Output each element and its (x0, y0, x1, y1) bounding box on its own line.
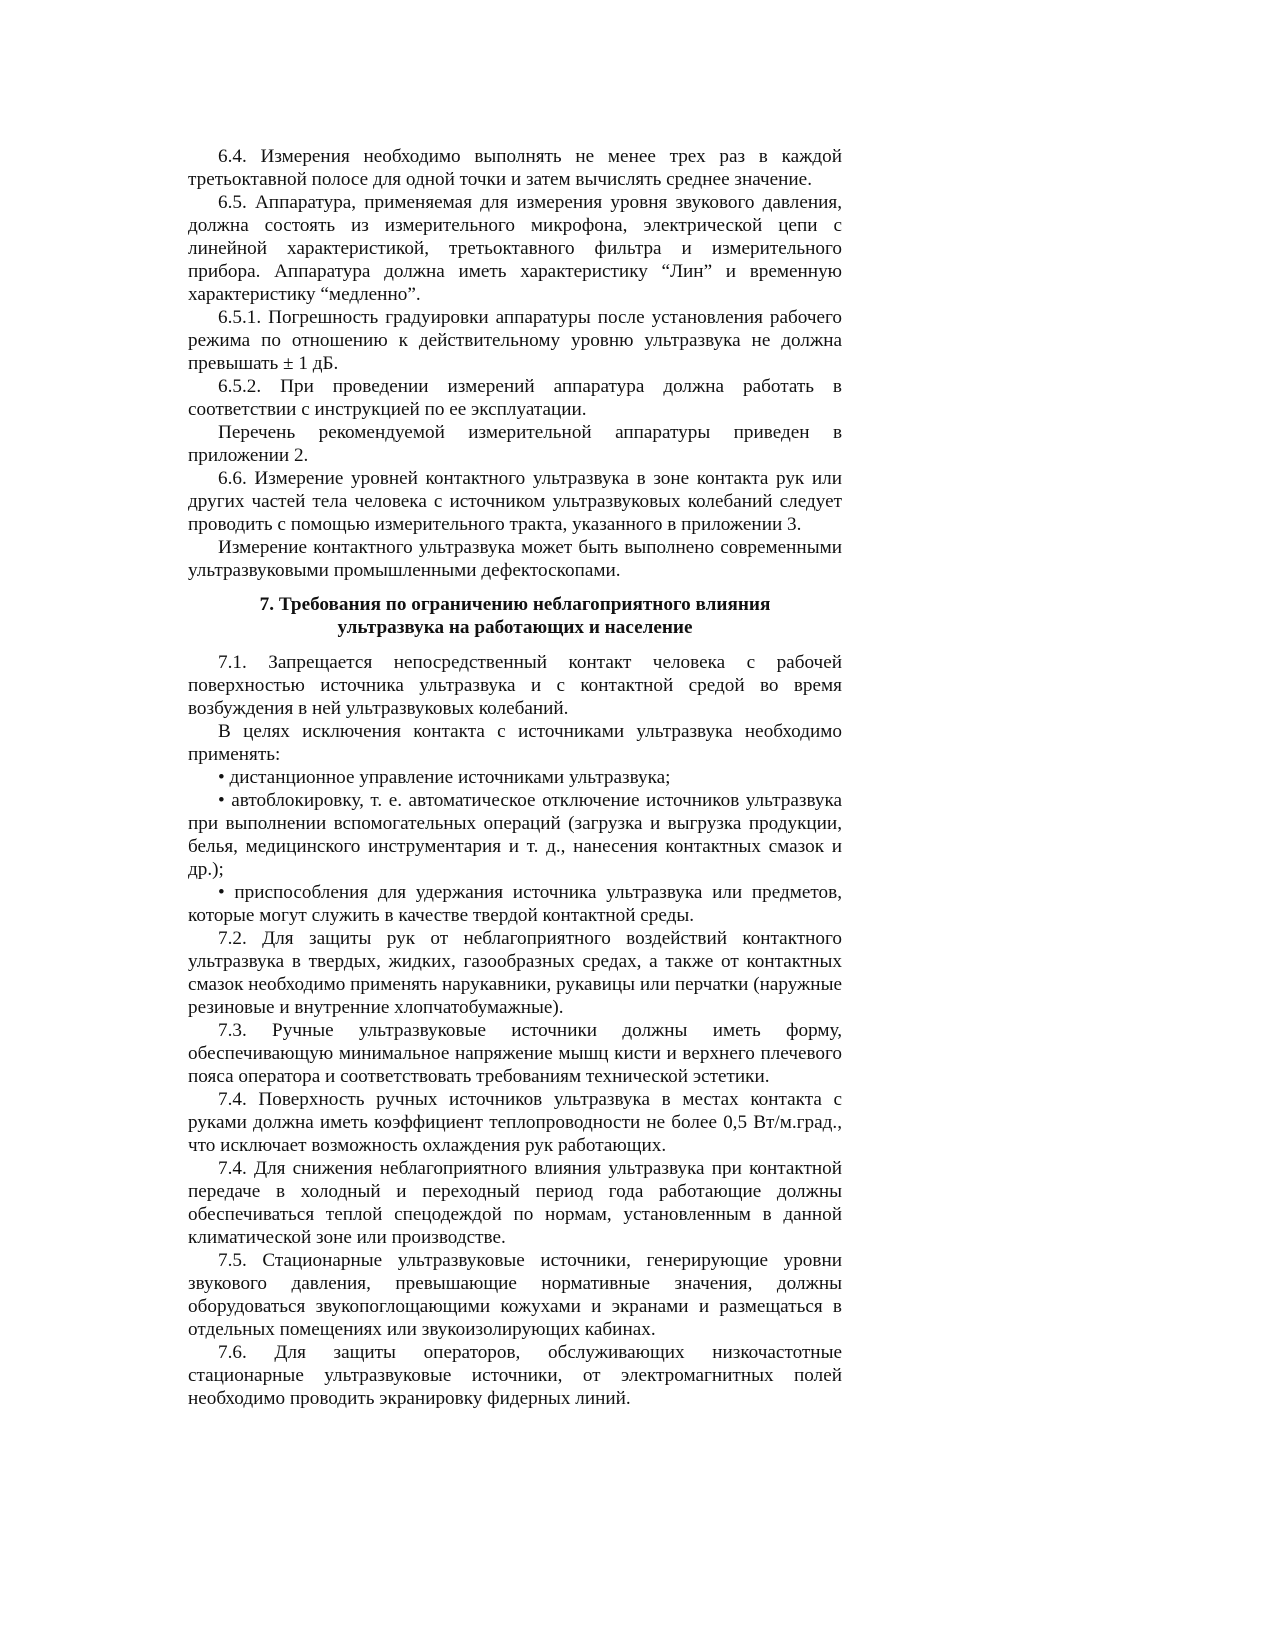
bullet-holding-devices: • приспособления для удержания источника ультразвука или предметов, которые могут служить в качестве твердой контактной среды. (188, 882, 842, 926)
section-7-heading (188, 593, 842, 639)
paragraph-7-6: 7.6. Для защиты операторов, обслуживающих низкочастотные стационарные ультразвуковые источники, от электромагнитных полей необходимо проводить экранировку фидерных линий. (188, 1342, 842, 1409)
paragraph-contact-measurement: Измерение контактного ультразвука может быть выполнено современными ультразвуковыми промышленными дефектоскопами. (188, 537, 842, 581)
paragraph-6-6: 6.6. Измерение уровней контактного ультразвука в зоне контакта рук или других частей тела человека с источником ультразвуковых колебаний следует проводить с помощью измерительного тракта, указанного в приложении 3. (188, 468, 842, 535)
bullet-auto-blocking: • автоблокировку, т. е. автоматическое отключение источников ультразвука при выполнении вспомогательных операций (загрузка и выгрузка продукции, белья, медицинского инструментария и т. д., нанесения контактных смазок и др.); (188, 790, 842, 880)
paragraph-6-5: 6.5. Аппаратура, применяемая для измерения уровня звукового давления, должна состоять из измерительного микрофона, электрической цепи с линейной характеристикой, третьоктавного фильтра и измерительного прибора. Аппаратура должна иметь характеристику “Лин” и временную характеристику “медленно”. (188, 192, 842, 305)
section-7-heading-line-2: ультразвука на работающих и население (337, 617, 693, 638)
paragraph-7-4-surface: 7.4. Поверхность ручных источников ультразвука в местах контакта с руками должна иметь коэффициент теплопроводности не более 0,5 Вт/м.град., что исключает возможность охлаждения рук работающих. (188, 1089, 842, 1156)
paragraph-6-5-1: 6.5.1. Погрешность градуировки аппаратуры после установления рабочего режима по отношению к действительному уровню ультразвука не должна превышать ± 1 дБ. (188, 307, 842, 374)
paragraph-7-3: 7.3. Ручные ультразвуковые источники должны иметь форму, обеспечивающую минимальное напряжение мышц кисти и верхнего плечевого пояса оператора и соответствовать требованиям технической эстетики. (188, 1020, 842, 1087)
paragraph-6-5-2: 6.5.2. При проведении измерений аппаратура должна работать в соответствии с инструкцией по ее эксплуатации. (188, 376, 842, 420)
paragraph-7-4-clothing: 7.4. Для снижения неблагоприятного влияния ультразвука при контактной передаче в холодный и переходный период года работающие должны обеспечиваться теплой спецодеждой по нормам, установленным в данной климатической зоне или производстве. (188, 1158, 842, 1248)
paragraph-7-1: 7.1. Запрещается непосредственный контакт человека с рабочей поверхностью источника ультразвука и с контактной средой во время возбуждения в ней ультразвуковых колебаний. (188, 652, 842, 719)
document-page (188, 145, 842, 1410)
paragraph-7-5: 7.5. Стационарные ультразвуковые источники, генерирующие уровни звукового давления, превышающие нормативные значения, должны оборудоваться звукопоглощающими кожухами и экранами и размещаться в отдельных помещениях или звукоизолирующих кабинах. (188, 1250, 842, 1340)
paragraph-contact-exclusion: В целях исключения контакта с источниками ультразвука необходимо применять: (188, 721, 842, 765)
bullet-remote-control: • дистанционное управление источниками ультразвука; (218, 767, 671, 788)
section-7-heading-line-1: 7. Требования по ограничению неблагоприятного влияния (259, 594, 771, 615)
paragraph-6-4: 6.4. Измерения необходимо выполнять не менее трех раз в каждой третьоктавной полосе для одной точки и затем вычислять среднее значение. (188, 146, 842, 190)
paragraph-7-2: 7.2. Для защиты рук от неблагоприятного воздействий контактного ультразвука в твердых, жидких, газообразных средах, а также от контактных смазок необходимо применять нарукавники, рукавицы или перчатки (наружные резиновые и внутренние хлопчатобумажные). (188, 928, 842, 1018)
paragraph-equipment-list: Перечень рекомендуемой измерительной аппаратуры приведен в приложении 2. (188, 422, 842, 466)
